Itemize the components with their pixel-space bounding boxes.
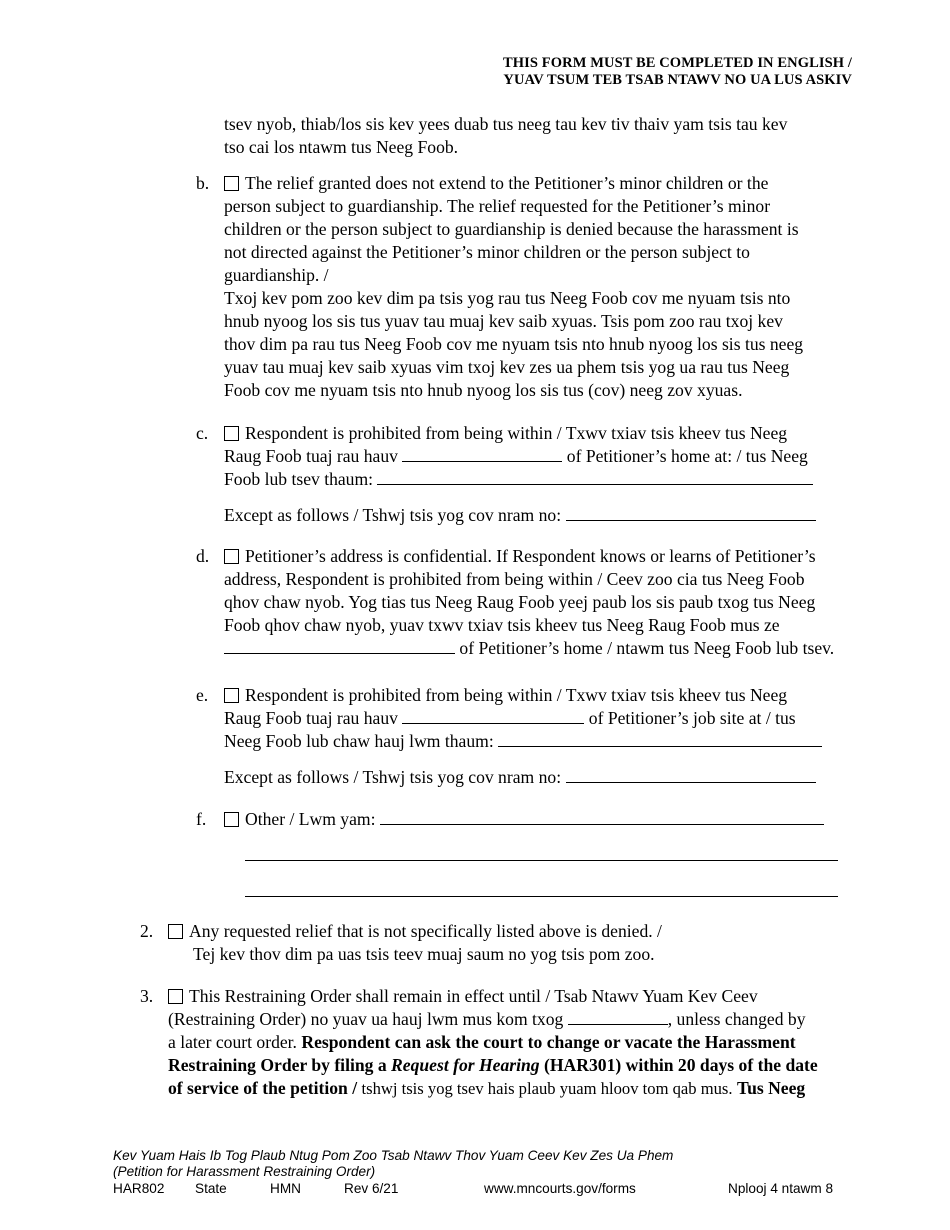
footer-title-english: (Petition for Harassment Restraining Order): [113, 1164, 376, 1179]
item-3-checkbox[interactable]: [168, 989, 183, 1004]
item-f-label: f.: [196, 809, 207, 829]
footer-page-number: Nplooj 4 ntawm 8: [728, 1181, 834, 1196]
home-address-field[interactable]: [377, 470, 813, 485]
item-c-label: c.: [196, 423, 209, 443]
item-e-text: Respondent is prohibited from being within / Txwv txiav tsis kheev tus Neeg Raug Foob tuaj rau hauv of Petitioner’s job site at / tus Neeg Foob lub chaw hauj lwm thaum:: [224, 684, 822, 753]
continuation-line: tso cai los ntawm tus Neeg Foob.: [224, 137, 459, 157]
form-language-notice: [503, 55, 852, 89]
item-3-label: 3.: [140, 986, 154, 1006]
item-f-text: Other / Lwm yam:: [224, 808, 824, 831]
job-site-address-field[interactable]: [498, 732, 822, 747]
item-3-text: This Restraining Order shall remain in effect until / Tsab Ntawv Yuam Kev Ceev (Restraining Order) no yuav ua hauj lwm mus kom txog , unless changed by a later court order. Respondent can ask the court to change or vacate the Harassment Restraining Order by filing a Request for Hearing (HAR301) within 20 days of the date of service of the petition / tshwj tsis yog tsev hais plaub yuam hloov tom qab mus. Tus Neeg: [168, 986, 818, 1098]
continuation-paragraph: [224, 113, 787, 159]
item-d-text: Petitioner’s address is confidential. If Respondent knows or learns of Petitioner’s address, Respondent is prohibited from being within / Ceev zoo cia tus Neeg Foob qhov chaw nyob. Yog tias tus Neeg Raug Foob yeej paub los sis paub txog tus Neeg Foob qhov chaw nyob, yuav txwv txiav tsis kheev tus Neeg Raug Foob mus ze of Petitioner’s home / ntawm tus Neeg Foob lub tsev.: [224, 546, 835, 658]
confidential-distance-field[interactable]: [224, 639, 455, 654]
item-d-checkbox[interactable]: [224, 549, 239, 564]
continuation-line: tsev nyob, thiab/los sis kev yees duab tus neeg tau kev tiv thaiv yam tsis tau kev: [224, 114, 788, 134]
item-e-label: e.: [196, 685, 209, 705]
item-f-extra-line[interactable]: [245, 896, 838, 897]
item-e-checkbox[interactable]: [224, 688, 239, 703]
item-c-except: Except as follows / Tshwj tsis yog cov nram no:: [224, 504, 816, 527]
distance-home-field[interactable]: [402, 447, 562, 462]
item-2-text: Any requested relief that is not specifically listed above is denied. / Tej kev thov dim pa uas tsis teev muaj saum no yog tsis pom zoo.: [168, 920, 662, 966]
item-f-checkbox[interactable]: [224, 812, 239, 827]
footer-url[interactable]: www.mncourts.gov/forms: [484, 1181, 636, 1196]
footer-language: HMN: [270, 1181, 301, 1196]
notice-line-hmong: YUAV TSUM TEB TSAB NTAWV NO UA LUS ASKIV: [503, 72, 852, 88]
footer-form-id: HAR802: [113, 1181, 165, 1196]
item-b-label: b.: [196, 173, 210, 193]
footer-title-hmong: Kev Yuam Hais Ib Tog Plaub Ntug Pom Zoo Tsab Ntawv Thov Yuam Ceev Kev Zes Ua Phem: [113, 1148, 674, 1163]
item-e-except-field[interactable]: [566, 768, 816, 783]
item-c-checkbox[interactable]: [224, 426, 239, 441]
footer-state: State: [195, 1181, 227, 1196]
distance-job-field[interactable]: [402, 709, 584, 724]
item-c-except-field[interactable]: [566, 506, 816, 521]
item-b-text: The relief granted does not extend to the Petitioner’s minor children or the person subject to guardianship. The relief requested for the Petitioner’s minor children or the person subject to guardianship is denied because the harassment is not directed against the Petitioner’s minor children or the person subject to guardianship. / Txoj kev pom zoo kev dim pa tsis yog rau tus Neeg Foob cov me nyuam tsis nto hnub nyoog los sis tus yuav tau muaj kev saib xyuas. Tsis pom zoo rau txoj kev thov dim pa rau tus Neeg Foob cov me nyuam tsis nto hnub nyoog los sis tus neeg yuav tau muaj kev saib xyuas vim txoj kev zes ua phem tsis yog ua rau tus Neeg Foob cov me nyuam tsis nto hnub nyoog los sis tus (cov) neeg zov xyuas.: [224, 173, 804, 400]
item-f-extra-line[interactable]: [245, 860, 838, 861]
item-b-checkbox[interactable]: [224, 176, 239, 191]
item-f-other-field[interactable]: [380, 810, 824, 825]
notice-line-english: THIS FORM MUST BE COMPLETED IN ENGLISH /: [503, 55, 852, 71]
item-2-label: 2.: [140, 921, 154, 941]
footer-revision: Rev 6/21: [344, 1181, 399, 1196]
item-c-text: Respondent is prohibited from being within / Txwv txiav tsis kheev tus Neeg Raug Foob tuaj rau hauv of Petitioner’s home at: / tus Neeg Foob lub tsev thaum:: [224, 422, 813, 491]
item-e-except: Except as follows / Tshwj tsis yog cov nram no:: [224, 766, 816, 789]
item-d-label: d.: [196, 546, 210, 566]
item-2-checkbox[interactable]: [168, 924, 183, 939]
effective-until-date-field[interactable]: [568, 1010, 668, 1025]
